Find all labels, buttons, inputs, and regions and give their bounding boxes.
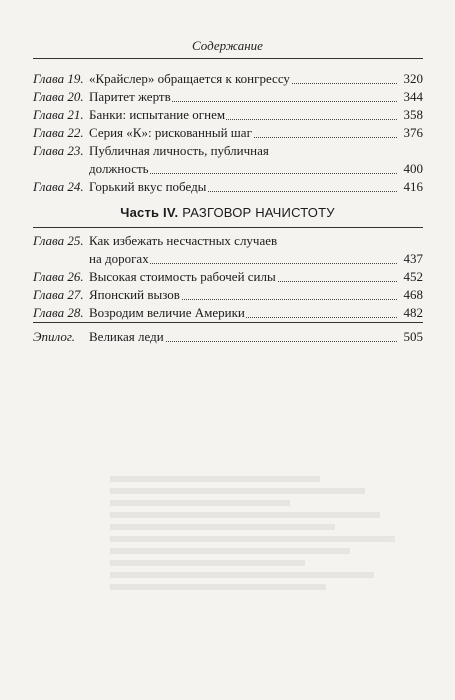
chapter-label: Глава 23. — [33, 143, 84, 158]
chapter-label: Глава 20. — [33, 89, 84, 104]
chapter-title-line-2: на дорогах — [89, 251, 149, 266]
chapter-title: Высокая стоимость рабочей силы — [89, 269, 276, 284]
toc-entry-chapter-27[interactable] — [33, 286, 423, 304]
part-heading — [0, 205, 455, 220]
chapter-title: Горький вкус победы — [89, 179, 207, 194]
toc-entry-chapter-20[interactable] — [33, 88, 423, 106]
part-label: Часть IV. — [120, 205, 179, 220]
toc-entry-chapter-22[interactable] — [33, 124, 423, 142]
page-number: 376 — [403, 125, 423, 140]
chapter-label: Глава 19. — [33, 71, 84, 86]
section-rule — [33, 227, 423, 228]
toc-entry-epilogue[interactable] — [33, 328, 423, 346]
page-number: 437 — [403, 251, 423, 266]
chapter-title: «Крайслер» обращается к конгрессу — [89, 71, 290, 86]
chapter-title: Серия «К»: рискованный шаг — [89, 125, 252, 140]
chapter-title: Банки: испытание огнем — [89, 107, 226, 122]
chapter-title: Возродим величие Америки — [89, 305, 245, 320]
toc-entry-chapter-26[interactable] — [33, 268, 423, 286]
epilogue-title: Великая леди — [89, 329, 164, 344]
page-number: 452 — [403, 269, 423, 284]
page-number: 358 — [403, 107, 423, 122]
running-head-title: Содержание — [192, 38, 263, 53]
chapter-label: Глава 28. — [33, 305, 84, 320]
chapter-title-line-2: должность — [89, 161, 149, 176]
toc-entry-chapter-21[interactable] — [33, 106, 423, 124]
page-number: 505 — [403, 329, 423, 344]
page-number: 482 — [403, 305, 423, 320]
chapter-label: Глава 26. — [33, 269, 84, 284]
page-number: 400 — [403, 161, 423, 176]
toc-entry-chapter-25[interactable] — [33, 232, 423, 268]
toc-entry-chapter-23[interactable] — [33, 142, 423, 178]
page-number: 468 — [403, 287, 423, 302]
toc-entry-chapter-28[interactable] — [33, 304, 423, 322]
part-title: РАЗГОВОР НАЧИСТОТУ — [182, 205, 335, 220]
chapter-label: Глава 24. — [33, 179, 84, 194]
page-number: 344 — [403, 89, 423, 104]
header-rule — [33, 58, 423, 59]
chapter-label: Глава 25. — [33, 233, 84, 248]
toc-entry-chapter-19[interactable] — [33, 70, 423, 88]
chapter-title: Паритет жертв — [89, 89, 171, 104]
chapter-label: Глава 27. — [33, 287, 84, 302]
chapter-title-line-1: Как избежать несчастных случаев — [89, 233, 278, 248]
toc-entry-chapter-24[interactable] — [33, 178, 423, 196]
chapter-title: Японский вызов — [89, 287, 180, 302]
page-number: 416 — [403, 179, 423, 194]
epilogue-label: Эпилог. — [33, 329, 75, 344]
chapter-title-line-1: Публичная личность, публичная — [89, 143, 269, 158]
show-through-texture — [110, 470, 410, 670]
chapter-label: Глава 22. — [33, 125, 84, 140]
page-number: 320 — [403, 71, 423, 86]
section-rule — [33, 322, 423, 323]
chapter-label: Глава 21. — [33, 107, 84, 122]
